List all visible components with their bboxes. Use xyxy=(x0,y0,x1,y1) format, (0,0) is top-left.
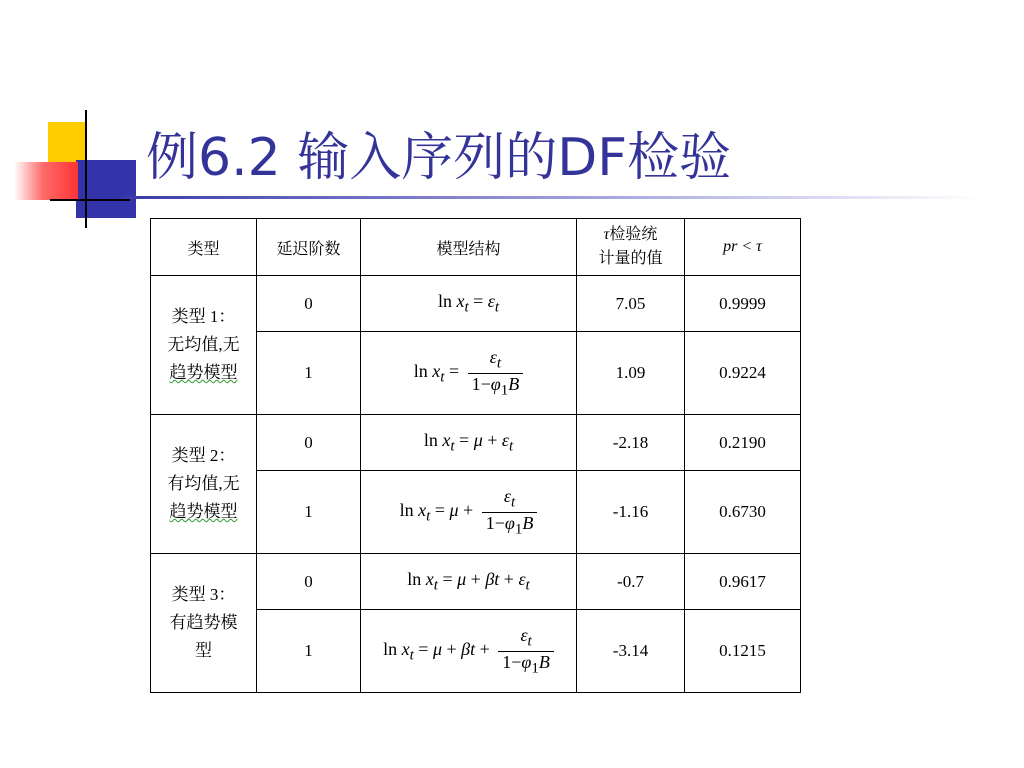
header-pr-text: pr < τ xyxy=(723,238,762,255)
model-formula: $\ln x_t = \varepsilon_t$ xyxy=(437,290,500,316)
model-formula: $\ln x_t = \mu + \beta t$ + $\frac{\varepsilon_t}{1-\varphi_1B}$ xyxy=(383,639,554,659)
slide-title: 例6.2 输入序列的DF检验 xyxy=(146,128,732,188)
model-cell xyxy=(361,332,577,415)
tau-value-cell: -1.16 xyxy=(577,471,685,554)
type-2-cell xyxy=(151,415,257,554)
decor-horizontal-line xyxy=(50,199,130,201)
tau-symbol: τ xyxy=(603,226,610,243)
type-label-line2: 有均值,无 xyxy=(167,474,240,493)
decor-yellow-square xyxy=(48,122,86,162)
type-label-line1: 类型 1： xyxy=(171,307,236,326)
lag-cell: 0 xyxy=(257,415,361,471)
type-label-line1: 类型 2： xyxy=(171,446,236,465)
model-cell xyxy=(361,471,577,554)
type-label-line1: 类型 3： xyxy=(171,585,236,604)
type-3-cell xyxy=(151,554,257,693)
header-tau-statistic xyxy=(577,219,685,276)
table-row xyxy=(151,415,801,471)
lag-cell: 1 xyxy=(257,471,361,554)
tau-value-cell: -0.7 xyxy=(577,554,685,610)
table-row xyxy=(151,276,801,332)
model-cell xyxy=(361,415,577,471)
p-value-cell: 0.9617 xyxy=(685,554,801,610)
p-value-cell: 0.6730 xyxy=(685,471,801,554)
tau-value-cell: 1.09 xyxy=(577,332,685,415)
header-tau-line1: 检验统 xyxy=(609,226,658,243)
lag-cell: 0 xyxy=(257,276,361,332)
decor-vertical-line xyxy=(85,110,87,228)
header-lag-order: 延迟阶数 xyxy=(257,219,361,276)
p-value-cell: 0.9999 xyxy=(685,276,801,332)
title-underline-rule xyxy=(122,196,982,199)
p-value-cell: 0.9224 xyxy=(685,332,801,415)
type-label-line3: 趋势模型 xyxy=(169,502,238,521)
df-test-table xyxy=(150,218,801,693)
header-model-structure: 模型结构 xyxy=(361,219,577,276)
model-formula: $\ln x_t$ = $\frac{\varepsilon_t}{1-\varphi_1B}$ xyxy=(414,361,523,381)
p-value-cell: 0.1215 xyxy=(685,610,801,693)
table-header-row xyxy=(151,219,801,276)
model-cell xyxy=(361,554,577,610)
header-type: 类型 xyxy=(151,219,257,276)
tau-value-cell: 7.05 xyxy=(577,276,685,332)
tau-value-cell: -3.14 xyxy=(577,610,685,693)
lag-cell: 1 xyxy=(257,332,361,415)
type-1-cell xyxy=(151,276,257,415)
type-label-line3: 趋势模型 xyxy=(169,363,238,382)
model-cell xyxy=(361,610,577,693)
table-row xyxy=(151,554,801,610)
p-value-cell: 0.2190 xyxy=(685,415,801,471)
header-tau-line2: 计量的值 xyxy=(598,250,663,267)
lag-cell: 1 xyxy=(257,610,361,693)
header-p-value xyxy=(685,219,801,276)
type-label-line2: 无均值,无 xyxy=(167,335,240,354)
model-cell xyxy=(361,276,577,332)
decor-red-gradient-bar xyxy=(14,162,78,200)
lag-cell: 0 xyxy=(257,554,361,610)
model-formula: $\ln x_t = \mu + \beta t + \varepsilon_t$ xyxy=(407,568,530,594)
type-label-line3: 型 xyxy=(195,641,212,660)
tau-value-cell: -2.18 xyxy=(577,415,685,471)
model-formula: $\ln x_t = \mu$ + $\frac{\varepsilon_t}{1-\varphi_1B}$ xyxy=(400,500,538,520)
model-formula: $\ln x_t = \mu + \varepsilon_t$ xyxy=(423,429,514,455)
type-label-line2: 有趋势模 xyxy=(169,613,238,632)
